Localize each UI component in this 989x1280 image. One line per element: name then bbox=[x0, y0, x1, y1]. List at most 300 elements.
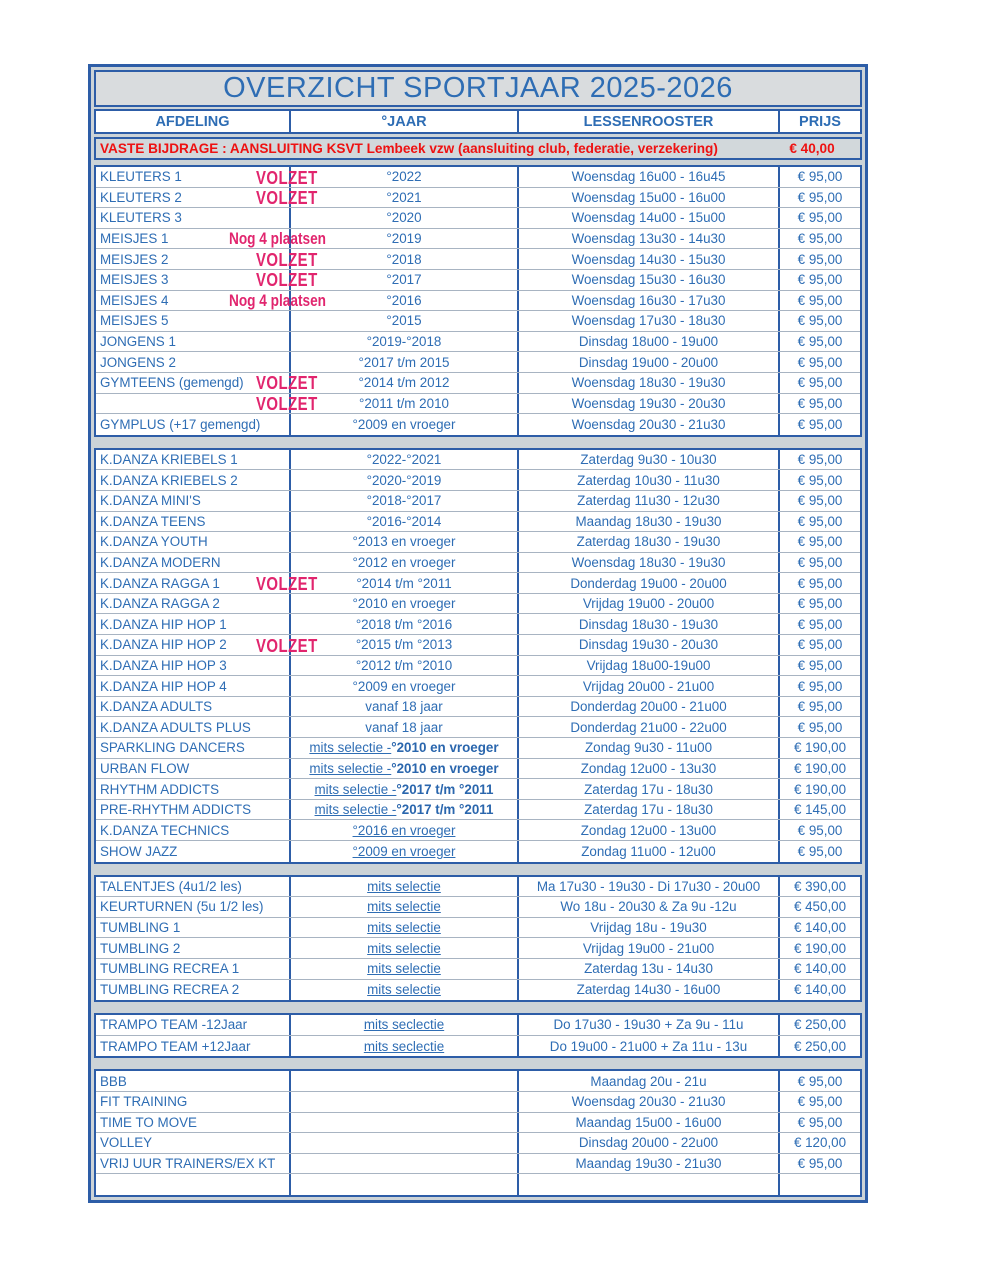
table-row bbox=[96, 553, 860, 574]
prijs-text: € 95,00 bbox=[797, 699, 843, 715]
table-row bbox=[96, 800, 860, 821]
cell-jaar bbox=[291, 959, 519, 979]
jaar-underlined-text: °2009 en vroeger bbox=[352, 843, 456, 859]
afdeling-label: JONGENS 2 bbox=[100, 354, 176, 370]
cell-prijs bbox=[780, 594, 860, 614]
afdeling-label: FIT TRAINING bbox=[100, 1094, 188, 1110]
rooster-text: Woensdag 18u30 - 19u30 bbox=[571, 554, 726, 570]
table-frame bbox=[88, 64, 868, 1203]
afdeling-label: K.DANZA HIP HOP 2 bbox=[100, 637, 227, 653]
cell-jaar bbox=[291, 759, 519, 779]
cell-afdeling bbox=[96, 208, 291, 228]
jaar-text: °2014 t/m °2011 bbox=[356, 575, 452, 591]
jaar-underlined-text: mits selectie - bbox=[314, 781, 397, 797]
afdeling-label: K.DANZA ADULTS bbox=[100, 699, 213, 715]
jaar-text: °2022-°2021 bbox=[366, 452, 442, 468]
cell-prijs bbox=[780, 352, 860, 372]
table-row bbox=[96, 635, 860, 656]
rooster-text: Do 19u00 - 21u00 + Za 11u - 13u bbox=[549, 1038, 748, 1054]
cell-afdeling bbox=[96, 1174, 291, 1195]
prijs-text: € 145,00 bbox=[793, 802, 847, 818]
cell-jaar bbox=[291, 717, 519, 737]
jaar-text: °2015 bbox=[386, 313, 422, 329]
table-row bbox=[96, 311, 860, 332]
cell-prijs bbox=[780, 980, 860, 1001]
rooster-text: Woensdag 20u30 - 21u30 bbox=[571, 416, 726, 432]
cell-prijs bbox=[780, 1133, 860, 1153]
cell-prijs bbox=[780, 470, 860, 490]
table-row bbox=[96, 759, 860, 780]
cell-jaar bbox=[291, 1036, 519, 1057]
prijs-text: € 95,00 bbox=[797, 1114, 843, 1130]
rooster-text: Maandag 18u30 - 19u30 bbox=[575, 513, 722, 529]
cell-prijs bbox=[780, 332, 860, 352]
cell-lessenrooster bbox=[519, 676, 780, 696]
prijs-text: € 95,00 bbox=[797, 554, 843, 570]
cell-jaar bbox=[291, 270, 519, 290]
cell-afdeling bbox=[96, 959, 291, 979]
cell-prijs bbox=[780, 1036, 860, 1057]
cell-lessenrooster bbox=[519, 553, 780, 573]
rooster-text: Dinsdag 18u00 - 19u00 bbox=[578, 334, 719, 350]
cell-lessenrooster bbox=[519, 841, 780, 862]
jaar-text: vanaf 18 jaar bbox=[365, 699, 443, 715]
table-row bbox=[96, 779, 860, 800]
jaar-underlined-text: mits selectie - bbox=[314, 802, 397, 818]
prijs-text: € 95,00 bbox=[797, 452, 843, 468]
cell-prijs bbox=[780, 270, 860, 290]
availability-note: VOLZET bbox=[256, 394, 318, 415]
jaar-underlined-text: mits selectie bbox=[367, 899, 441, 915]
table-row bbox=[96, 717, 860, 738]
cell-lessenrooster bbox=[519, 450, 780, 470]
rooster-text: Zondag 12u00 - 13u30 bbox=[580, 760, 717, 776]
availability-note: VOLZET bbox=[256, 270, 318, 291]
cell-lessenrooster bbox=[519, 1113, 780, 1133]
table-section bbox=[94, 1069, 862, 1197]
afdeling-label: KLEUTERS 3 bbox=[100, 210, 182, 226]
prijs-text: € 140,00 bbox=[793, 920, 847, 936]
table-row bbox=[96, 1015, 860, 1036]
table-row bbox=[96, 532, 860, 553]
cell-afdeling bbox=[96, 918, 291, 938]
cell-jaar bbox=[291, 311, 519, 331]
prijs-text: € 95,00 bbox=[797, 210, 843, 226]
rooster-text: Donderdag 19u00 - 20u00 bbox=[570, 575, 727, 591]
afdeling-label: K.DANZA ADULTS PLUS bbox=[100, 719, 251, 735]
afdeling-label: GYMPLUS (+17 gemengd) bbox=[100, 416, 261, 432]
table-row bbox=[96, 491, 860, 512]
rooster-text: Maandag 20u - 21u bbox=[590, 1073, 707, 1089]
cell-afdeling bbox=[96, 759, 291, 779]
rooster-text: Zaterdag 11u30 - 12u30 bbox=[577, 493, 720, 509]
jaar-text: vanaf 18 jaar bbox=[365, 719, 443, 735]
prijs-text: € 95,00 bbox=[797, 637, 843, 653]
header-prijs: PRIJS bbox=[799, 113, 841, 130]
table-row bbox=[96, 820, 860, 841]
cell-afdeling bbox=[96, 841, 291, 862]
rooster-text: Woensdag 13u30 - 14u30 bbox=[571, 231, 726, 247]
cell-afdeling bbox=[96, 676, 291, 696]
cell-prijs bbox=[780, 1015, 860, 1035]
table-row bbox=[96, 1154, 860, 1175]
jaar-text: °2016 bbox=[386, 292, 422, 308]
availability-note: Nog 4 plaatsen bbox=[229, 292, 327, 311]
cell-prijs bbox=[780, 573, 860, 593]
afdeling-label: VOLLEY bbox=[100, 1135, 153, 1151]
cell-prijs bbox=[780, 1154, 860, 1174]
table-row bbox=[96, 208, 860, 229]
rooster-text: Dinsdag 19u30 - 20u30 bbox=[578, 637, 719, 653]
rooster-text: Dinsdag 19u00 - 20u00 bbox=[578, 354, 719, 370]
prijs-text: € 95,00 bbox=[797, 251, 843, 267]
prijs-text: € 390,00 bbox=[793, 878, 847, 894]
prijs-text: € 95,00 bbox=[797, 534, 843, 550]
rooster-text: Zaterdag 17u - 18u30 bbox=[584, 802, 713, 818]
cell-lessenrooster bbox=[519, 188, 780, 208]
afdeling-label: SHOW JAZZ bbox=[100, 843, 178, 859]
rooster-text: Dinsdag 20u00 - 22u00 bbox=[578, 1135, 719, 1151]
cell-jaar bbox=[291, 208, 519, 228]
prijs-text: € 95,00 bbox=[797, 822, 843, 838]
jaar-text: °2009 en vroeger bbox=[352, 678, 456, 694]
rooster-text: Vrijdag 18u - 19u30 bbox=[590, 920, 707, 936]
cell-jaar bbox=[291, 1154, 519, 1174]
cell-lessenrooster bbox=[519, 779, 780, 799]
cell-lessenrooster bbox=[519, 332, 780, 352]
cell-afdeling bbox=[96, 820, 291, 840]
jaar-underlined-text: mits selectie bbox=[367, 878, 441, 894]
cell-lessenrooster bbox=[519, 614, 780, 634]
cell-lessenrooster bbox=[519, 877, 780, 897]
cell-prijs bbox=[780, 512, 860, 532]
prijs-text: € 190,00 bbox=[793, 740, 847, 756]
prijs-text: € 95,00 bbox=[797, 843, 843, 859]
afdeling-label: K.DANZA RAGGA 1 bbox=[100, 575, 220, 591]
availability-note: VOLZET bbox=[256, 373, 318, 394]
jaar-text: °2018 bbox=[386, 251, 422, 267]
table-section bbox=[94, 448, 862, 864]
rooster-text: Donderdag 21u00 - 22u00 bbox=[570, 719, 727, 735]
jaar-text: °2020-°2019 bbox=[366, 472, 442, 488]
prijs-text: € 190,00 bbox=[793, 781, 847, 797]
cell-jaar bbox=[291, 918, 519, 938]
cell-jaar bbox=[291, 512, 519, 532]
cell-prijs bbox=[780, 1174, 860, 1195]
cell-lessenrooster bbox=[519, 167, 780, 187]
cell-prijs bbox=[780, 208, 860, 228]
cell-jaar bbox=[291, 841, 519, 862]
cell-jaar bbox=[291, 656, 519, 676]
cell-prijs bbox=[780, 450, 860, 470]
table-row bbox=[96, 167, 860, 188]
prijs-text: € 95,00 bbox=[797, 1094, 843, 1110]
cell-prijs bbox=[780, 167, 860, 187]
afdeling-label: MEISJES 5 bbox=[100, 313, 169, 329]
column-header-row bbox=[94, 109, 862, 134]
cell-afdeling bbox=[96, 352, 291, 372]
cell-lessenrooster bbox=[519, 656, 780, 676]
cell-prijs bbox=[780, 373, 860, 393]
afdeling-label: VRIJ UUR TRAINERS/EX KT bbox=[100, 1156, 276, 1172]
table-row bbox=[96, 414, 860, 435]
fixed-fee-row bbox=[94, 137, 862, 160]
jaar-text: °2018-°2017 bbox=[366, 493, 442, 509]
cell-jaar bbox=[291, 676, 519, 696]
cell-prijs bbox=[780, 918, 860, 938]
rooster-text: Zondag 11u00 - 12u00 bbox=[581, 843, 716, 859]
cell-jaar bbox=[291, 450, 519, 470]
table-row bbox=[96, 656, 860, 677]
cell-jaar bbox=[291, 1113, 519, 1133]
cell-jaar bbox=[291, 394, 519, 414]
jaar-underlined-text: °2016 en vroeger bbox=[352, 822, 456, 838]
table-row bbox=[96, 738, 860, 759]
afdeling-label: SPARKLING DANCERS bbox=[100, 740, 245, 756]
cell-prijs bbox=[780, 553, 860, 573]
jaar-underlined-text: mits selectie bbox=[367, 940, 441, 956]
afdeling-label: GYMTEENS (gemengd) bbox=[100, 375, 244, 391]
cell-lessenrooster bbox=[519, 635, 780, 655]
jaar-text: °2011 t/m 2010 bbox=[359, 395, 449, 411]
afdeling-label: PRE-RHYTHM ADDICTS bbox=[100, 802, 252, 818]
cell-afdeling bbox=[96, 594, 291, 614]
cell-afdeling bbox=[96, 800, 291, 820]
cell-lessenrooster bbox=[519, 1092, 780, 1112]
cell-afdeling bbox=[96, 1113, 291, 1133]
cell-afdeling bbox=[96, 470, 291, 490]
cell-lessenrooster bbox=[519, 738, 780, 758]
prijs-text: € 95,00 bbox=[797, 272, 843, 288]
cell-prijs bbox=[780, 491, 860, 511]
cell-prijs bbox=[780, 676, 860, 696]
cell-afdeling bbox=[96, 897, 291, 917]
afdeling-label: K.DANZA TEENS bbox=[100, 513, 206, 529]
cell-afdeling bbox=[96, 980, 291, 1001]
cell-jaar bbox=[291, 352, 519, 372]
rooster-text: Zaterdag 13u - 14u30 bbox=[584, 961, 713, 977]
table-row bbox=[96, 897, 860, 918]
cell-lessenrooster bbox=[519, 980, 780, 1001]
cell-lessenrooster bbox=[519, 229, 780, 249]
cell-prijs bbox=[780, 897, 860, 917]
fixed-fee-price: € 40,00 bbox=[789, 141, 835, 156]
cell-lessenrooster bbox=[519, 249, 780, 269]
cell-jaar bbox=[291, 573, 519, 593]
cell-jaar bbox=[291, 373, 519, 393]
table-row bbox=[96, 959, 860, 980]
prijs-text: € 140,00 bbox=[793, 961, 847, 977]
cell-afdeling bbox=[96, 450, 291, 470]
cell-prijs bbox=[780, 841, 860, 862]
fixed-fee-label: VASTE BIJDRAGE : AANSLUITING KSVT Lembeek vzw (aansluiting club, federatie, verzekering) bbox=[100, 141, 718, 156]
table-sections bbox=[94, 165, 862, 1197]
afdeling-label: K.DANZA RAGGA 2 bbox=[100, 596, 220, 612]
cell-afdeling bbox=[96, 1015, 291, 1035]
cell-lessenrooster bbox=[519, 759, 780, 779]
cell-lessenrooster bbox=[519, 1174, 780, 1195]
cell-jaar bbox=[291, 1015, 519, 1035]
cell-lessenrooster bbox=[519, 959, 780, 979]
cell-lessenrooster bbox=[519, 717, 780, 737]
cell-prijs bbox=[780, 959, 860, 979]
table-section bbox=[94, 875, 862, 1003]
cell-jaar bbox=[291, 332, 519, 352]
afdeling-label: TUMBLING RECREA 2 bbox=[100, 982, 240, 998]
cell-afdeling bbox=[96, 311, 291, 331]
cell-afdeling bbox=[96, 877, 291, 897]
table-row bbox=[96, 594, 860, 615]
cell-afdeling bbox=[96, 614, 291, 634]
rooster-text: Vrijdag 19u00 - 20u00 bbox=[582, 596, 715, 612]
schedule-sheet bbox=[88, 64, 868, 1203]
cell-jaar bbox=[291, 594, 519, 614]
cell-afdeling bbox=[96, 1154, 291, 1174]
afdeling-label: KEURTURNEN (5u 1/2 les) bbox=[100, 899, 264, 915]
jaar-underlined-text: mits selectie bbox=[367, 982, 441, 998]
cell-lessenrooster bbox=[519, 1133, 780, 1153]
jaar-underlined-text: mits selectie bbox=[367, 961, 441, 977]
cell-lessenrooster bbox=[519, 938, 780, 958]
table-row bbox=[96, 352, 860, 373]
cell-jaar bbox=[291, 532, 519, 552]
table-row bbox=[96, 332, 860, 353]
cell-lessenrooster bbox=[519, 532, 780, 552]
jaar-text: °2015 t/m °2013 bbox=[355, 637, 453, 653]
cell-afdeling bbox=[96, 414, 291, 435]
table-row bbox=[96, 877, 860, 898]
afdeling-label: K.DANZA TECHNICS bbox=[100, 822, 230, 838]
jaar-underlined-text: mits selectie - bbox=[309, 760, 392, 776]
prijs-text: € 95,00 bbox=[797, 513, 843, 529]
cell-jaar bbox=[291, 491, 519, 511]
cell-jaar bbox=[291, 614, 519, 634]
cell-jaar bbox=[291, 167, 519, 187]
cell-afdeling bbox=[96, 1036, 291, 1057]
prijs-text: € 140,00 bbox=[793, 982, 847, 998]
cell-jaar bbox=[291, 1133, 519, 1153]
cell-lessenrooster bbox=[519, 820, 780, 840]
cell-prijs bbox=[780, 656, 860, 676]
cell-jaar bbox=[291, 414, 519, 435]
jaar-text: °2017 bbox=[386, 272, 422, 288]
prijs-text: € 95,00 bbox=[797, 678, 843, 694]
prijs-text: € 95,00 bbox=[797, 231, 843, 247]
prijs-text: € 95,00 bbox=[797, 1156, 843, 1172]
afdeling-label: K.DANZA HIP HOP 3 bbox=[100, 657, 227, 673]
table-row bbox=[96, 229, 860, 250]
cell-prijs bbox=[780, 779, 860, 799]
table-row bbox=[96, 676, 860, 697]
cell-afdeling bbox=[96, 332, 291, 352]
cell-jaar bbox=[291, 188, 519, 208]
cell-lessenrooster bbox=[519, 594, 780, 614]
jaar-underlined-text: mits seclectie bbox=[363, 1017, 445, 1033]
table-row bbox=[96, 450, 860, 471]
cell-prijs bbox=[780, 291, 860, 311]
cell-lessenrooster bbox=[519, 918, 780, 938]
cell-prijs bbox=[780, 738, 860, 758]
cell-lessenrooster bbox=[519, 270, 780, 290]
table-row bbox=[96, 188, 860, 209]
cell-prijs bbox=[780, 938, 860, 958]
jaar-text: °2009 en vroeger bbox=[352, 416, 456, 432]
jaar-underlined-text: mits selectie bbox=[367, 920, 441, 936]
table-row bbox=[96, 980, 860, 1001]
jaar-underlined-text: mits selectie - bbox=[309, 740, 392, 756]
jaar-underlined-text: mits seclectie bbox=[363, 1038, 445, 1054]
rooster-text: Woensdag 14u00 - 15u00 bbox=[571, 210, 726, 226]
cell-prijs bbox=[780, 717, 860, 737]
cell-lessenrooster bbox=[519, 373, 780, 393]
cell-prijs bbox=[780, 414, 860, 435]
cell-lessenrooster bbox=[519, 291, 780, 311]
table-row bbox=[96, 1036, 860, 1057]
table-row bbox=[96, 394, 860, 415]
jaar-bold-text: °2017 t/m °2011 bbox=[396, 781, 494, 797]
rooster-text: Zaterdag 10u30 - 11u30 bbox=[577, 472, 720, 488]
prijs-text: € 95,00 bbox=[797, 375, 843, 391]
afdeling-label: MEISJES 1 bbox=[100, 231, 169, 247]
table-row bbox=[96, 512, 860, 533]
cell-afdeling bbox=[96, 656, 291, 676]
afdeling-label: TIME TO MOVE bbox=[100, 1114, 197, 1130]
cell-lessenrooster bbox=[519, 414, 780, 435]
cell-afdeling bbox=[96, 938, 291, 958]
prijs-text: € 450,00 bbox=[793, 899, 847, 915]
afdeling-label: URBAN FLOW bbox=[100, 760, 190, 776]
cell-lessenrooster bbox=[519, 1015, 780, 1035]
table-row bbox=[96, 1113, 860, 1134]
cell-prijs bbox=[780, 697, 860, 717]
cell-afdeling bbox=[96, 697, 291, 717]
rooster-text: Woensdag 15u30 - 16u30 bbox=[571, 272, 726, 288]
cell-jaar bbox=[291, 553, 519, 573]
rooster-text: Woensdag 16u00 - 16u45 bbox=[571, 169, 726, 185]
cell-prijs bbox=[780, 820, 860, 840]
cell-prijs bbox=[780, 394, 860, 414]
rooster-text: Dinsdag 18u30 - 19u30 bbox=[578, 616, 719, 632]
cell-jaar bbox=[291, 820, 519, 840]
afdeling-label: TALENTJES (4u1/2 les) bbox=[100, 878, 242, 894]
table-row bbox=[96, 841, 860, 862]
rooster-text: Zondag 9u30 - 11u00 bbox=[584, 740, 713, 756]
cell-jaar bbox=[291, 877, 519, 897]
cell-lessenrooster bbox=[519, 512, 780, 532]
afdeling-label: K.DANZA HIP HOP 4 bbox=[100, 678, 227, 694]
prijs-text: € 95,00 bbox=[797, 416, 843, 432]
availability-note: VOLZET bbox=[256, 573, 318, 595]
jaar-text: °2013 en vroeger bbox=[352, 534, 456, 550]
header-jaar: °JAAR bbox=[291, 111, 519, 132]
cell-afdeling bbox=[96, 717, 291, 737]
table-row bbox=[96, 1174, 860, 1195]
cell-lessenrooster bbox=[519, 897, 780, 917]
afdeling-label: TRAMPO TEAM -12Jaar bbox=[100, 1017, 248, 1033]
afdeling-label: MEISJES 3 bbox=[100, 272, 169, 288]
table-row bbox=[96, 1133, 860, 1154]
jaar-text: °2018 t/m °2016 bbox=[355, 616, 453, 632]
afdeling-label: TUMBLING 1 bbox=[100, 920, 181, 936]
table-row bbox=[96, 938, 860, 959]
jaar-text: °2020 bbox=[386, 210, 422, 226]
rooster-text: Woensdag 15u00 - 16u00 bbox=[571, 189, 726, 205]
cell-prijs bbox=[780, 614, 860, 634]
jaar-text: °2010 en vroeger bbox=[352, 596, 456, 612]
jaar-bold-text: °2017 t/m °2011 bbox=[396, 802, 494, 818]
prijs-text: € 95,00 bbox=[797, 657, 843, 673]
cell-jaar bbox=[291, 1071, 519, 1091]
